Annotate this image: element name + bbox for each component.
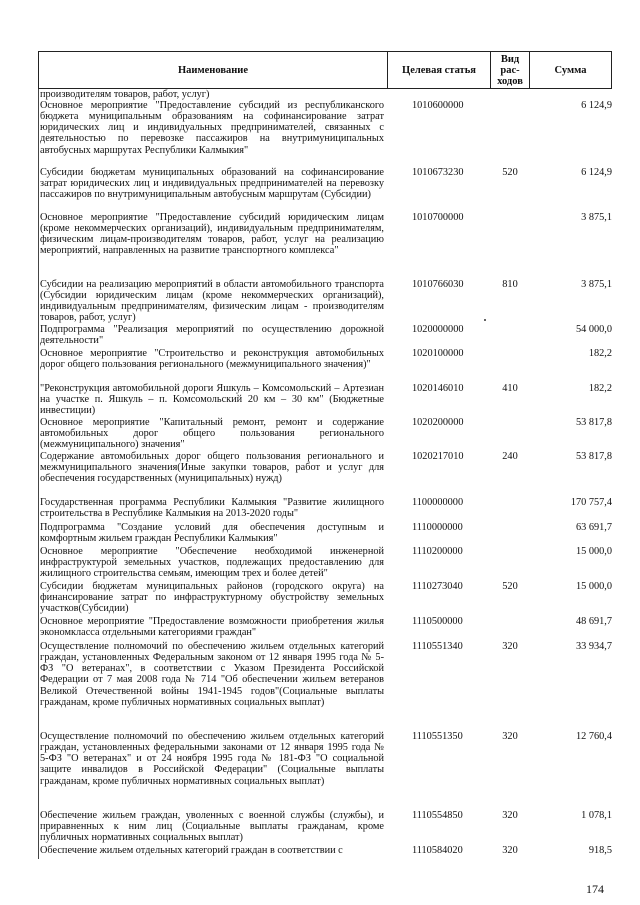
header-name: Наименование bbox=[39, 52, 388, 88]
row-vid: 320 bbox=[502, 845, 518, 856]
row-vid: 240 bbox=[502, 451, 518, 462]
scan-dot bbox=[484, 319, 486, 321]
row-name: Подпрограмма "Реализация мероприятий по осуществлению дорожной деятельности" bbox=[40, 324, 384, 347]
row-name: Субсидии бюджетам муниципальных районов (городского округа) на финансирование затрат по инфраструктурному обустройству земельных участков(Субсидии) bbox=[40, 581, 384, 615]
row-code: 1110551340 bbox=[412, 641, 463, 652]
header-vid-line1: Вид bbox=[500, 53, 520, 65]
row-code: 1020146010 bbox=[412, 383, 464, 394]
row-name: "Реконструкция автомобильной дороги Яшкуль – Комсомольский – Артезиан на участке п. Яшкуль – п. Комсомольский 20 км – 30 км" (Бюджетные инвестиции) bbox=[40, 383, 384, 417]
left-border bbox=[38, 89, 39, 859]
row-sum: 1 078,1 bbox=[581, 810, 612, 821]
header-vid-line2: рас- bbox=[500, 64, 520, 76]
row-code: 1020217010 bbox=[412, 451, 464, 462]
row-sum: 182,2 bbox=[588, 383, 612, 394]
row-code: 1110500000 bbox=[412, 616, 463, 627]
row-name: Основное мероприятие "Предоставление субсидий из республиканского бюджета муниципальным образованиям на софинансирование затрат юридических лиц и индивидуальных предпринимателей, связанных с деятельностью по перевозке пассажиров на внутримуниципальных автобусных маршрутах Республики Калмыкия" bbox=[40, 100, 384, 156]
row-sum: 6 124,9 bbox=[581, 100, 612, 111]
row-sum: 48 691,7 bbox=[575, 616, 612, 627]
header-vid bbox=[491, 52, 530, 88]
row-sum: 3 875,1 bbox=[581, 279, 612, 290]
row-vid: 810 bbox=[502, 279, 518, 290]
header-sum: Сумма bbox=[554, 64, 587, 76]
row-sum: 12 760,4 bbox=[575, 731, 612, 742]
row-code: 1110000000 bbox=[412, 522, 463, 533]
page-number: 174 bbox=[586, 882, 604, 896]
row-sum: 3 875,1 bbox=[581, 212, 612, 223]
row-name: Обеспечение жильем отдельных категорий граждан в соответствии с bbox=[40, 845, 343, 856]
row-sum: 182,2 bbox=[588, 348, 612, 359]
row-sum: 918,5 bbox=[588, 845, 612, 856]
row-sum: 53 817,8 bbox=[575, 451, 612, 462]
row-name: Основное мероприятие "Обеспечение необходимой инженерной инфраструктурой земельных участков, подлежащих предоставлению для жилищного строительства семьям, имеющим трех и более детей" bbox=[40, 546, 384, 580]
row-name: Государственная программа Республики Калмыкия "Развитие жилищного строительства в Республике Калмыкия на 2013-2020 годы" bbox=[40, 497, 384, 520]
row-name: Обеспечение жильем граждан, уволенных с военной службы (службы), и приравненных к ним лиц (Социальные выплаты гражданам, кроме публичных нормативных социальных выплат) bbox=[40, 810, 384, 844]
row-code: 1020200000 bbox=[412, 417, 464, 428]
row-sum: 6 124,9 bbox=[581, 167, 612, 178]
row-code: 1110273040 bbox=[412, 581, 463, 592]
header-target: Целевая статья bbox=[388, 52, 491, 88]
row-vid: 320 bbox=[502, 810, 518, 821]
row-code: 1010673230 bbox=[412, 167, 464, 178]
row-code: 1110584020 bbox=[412, 845, 463, 856]
row-name: Основное мероприятие "Предоставление субсидий юридическим лицам (кроме некоммерческих организаций), индивидуальным предпринимателям, физическим лицам-производителям товаров, работ, услуг на реализацию мероприятий, направленных на развитие транспортного комплекса" bbox=[40, 212, 384, 257]
row-name: Осуществление полномочий по обеспечению жильем отдельных категорий граждан, установленных федеральными законами от 12 января 1995 года № 5-ФЗ "О ветеранах" и от 24 ноября 1995 года № 181-ФЗ "О социальной защите инвалидов в Российской Федерации" (Социальные выплаты гражданам, кроме публичных нормативных социальных выплат) bbox=[40, 731, 384, 787]
row-name: Основное мероприятие "Строительство и реконструкция автомобильных дорог общего пользования регионального (межмуниципального значения)" bbox=[40, 348, 384, 371]
row-sum: 63 691,7 bbox=[575, 522, 612, 533]
row-vid: 520 bbox=[502, 581, 518, 592]
row-name: Подпрограмма "Создание условий для обеспечения доступным и комфортным жильем граждан Республики Калмыкия" bbox=[40, 522, 384, 545]
row-name: Основное мероприятие "Капитальный ремонт, ремонт и содержание автомобильных дорог общего пользования регионального (межмуниципального) значения" bbox=[40, 417, 384, 451]
row-sum: 170 757,4 bbox=[570, 497, 612, 508]
row-vid: 320 bbox=[502, 641, 518, 652]
row-name: Осуществление полномочий по обеспечению жильем отдельных категорий граждан, установленных Федеральным законом от 12 января 1995 года № 5-ФЗ "О ветеранах", в соответствии с Указом Президента Российской Федерации от 7 мая 2008 года № 714 "Об обеспечении жильем ветеранов Великой Отечественной войны 1941-1945 годов"(Социальные выплаты гражданам, кроме публичных нормативных социальных выплат) bbox=[40, 641, 384, 708]
row-code: 1110200000 bbox=[412, 546, 463, 557]
row-sum: 54 000,0 bbox=[575, 324, 612, 335]
row-name: Субсидии бюджетам муниципальных образований на софинансирование затрат юридических лиц и индивидуальных предпринимателей на перевозку пассажиров по внутримуниципальным автобусным маршрутам (Субсидии) bbox=[40, 167, 384, 201]
row-code: 1020000000 bbox=[412, 324, 464, 335]
row-code: 1020100000 bbox=[412, 348, 464, 359]
row-code: 1110551350 bbox=[412, 731, 463, 742]
table-header bbox=[38, 51, 612, 89]
row-code: 1100000000 bbox=[412, 497, 464, 508]
row-sum: 15 000,0 bbox=[575, 546, 612, 557]
row-name: Основное мероприятие "Предоставление возможности приобретения жилья экономкласса отдельными категориями граждан" bbox=[40, 616, 384, 639]
row-sum: 15 000,0 bbox=[575, 581, 612, 592]
row-vid: 410 bbox=[502, 383, 518, 394]
row-vid: 320 bbox=[502, 731, 518, 742]
row-code: 1010600000 bbox=[412, 100, 464, 111]
row-vid: 520 bbox=[502, 167, 518, 178]
row-sum: 33 934,7 bbox=[575, 641, 612, 652]
row-code: 1110554850 bbox=[412, 810, 463, 821]
row-name: Содержание автомобильных дорог общего пользования регионального и межмуниципального значения(Иные закупки товаров, работ и услуг для обеспечения государственных (муниципальных) нужд) bbox=[40, 451, 384, 485]
row-name: производителям товаров, работ, услуг) bbox=[40, 89, 210, 100]
row-sum: 53 817,8 bbox=[575, 417, 612, 428]
row-code: 1010700000 bbox=[412, 212, 464, 223]
header-vid-line3: ходов bbox=[497, 75, 523, 87]
row-name: Субсидии на реализацию мероприятий в области автомобильного транспорта (Субсидии юридическим лицам (кроме некоммерческих организаций), индивидуальным предпринимателям, физическим лицам - производителям товаров, работ, услуг) bbox=[40, 279, 384, 324]
row-code: 1010766030 bbox=[412, 279, 464, 290]
